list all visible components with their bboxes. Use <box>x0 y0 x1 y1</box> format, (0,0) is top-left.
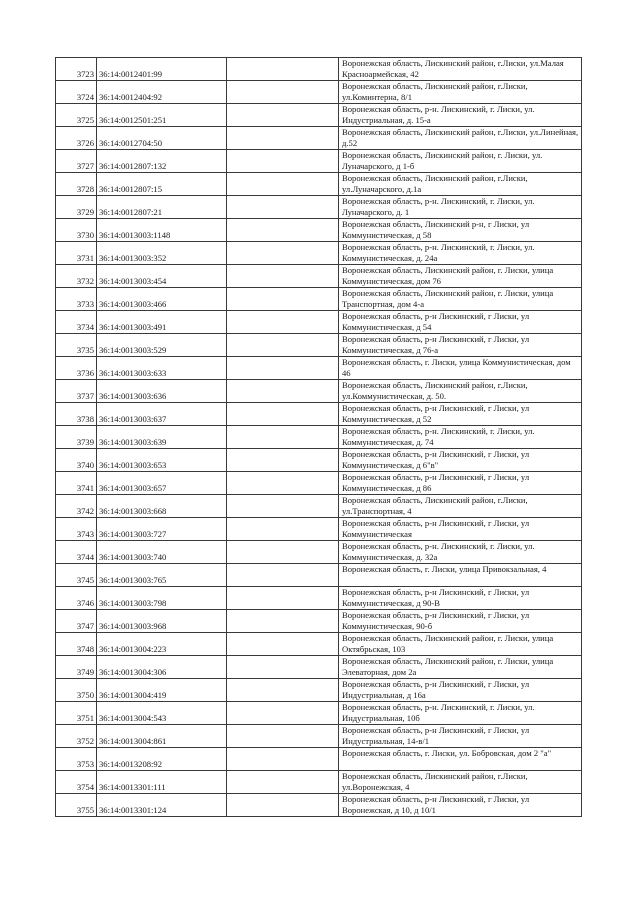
address-cell: Воронежская область, р-н. Лискинский, г. Лиски, ул. Индустриальная, 10б <box>339 702 582 725</box>
row-number: 3732 <box>56 265 97 288</box>
row-number: 3723 <box>56 58 97 81</box>
table-row <box>56 771 582 794</box>
address-cell: Воронежская область, р-н. Лискинский, г. Лиски, ул. Луначарского, д. 1 <box>339 196 582 219</box>
empty-cell <box>227 679 339 702</box>
table-row <box>56 656 582 679</box>
address-cell: Воронежская область, р-н. Лискинский, г. Лиски, ул. Коммунистическая, д. 24а <box>339 242 582 265</box>
cadastral-number: 36:14:0012704:50 <box>97 127 227 150</box>
table-row <box>56 495 582 518</box>
empty-cell <box>227 495 339 518</box>
address-cell: Воронежская область, Лискинский район, г.Лиски, ул.Линейная, д.52 <box>339 127 582 150</box>
document-page <box>55 57 581 817</box>
table-row <box>56 794 582 817</box>
row-number: 3728 <box>56 173 97 196</box>
table-row <box>56 725 582 748</box>
table-row <box>56 633 582 656</box>
table-row <box>56 219 582 242</box>
address-cell: Воронежская область, г. Лиски, улица Коммунистическая, дом 46 <box>339 357 582 380</box>
empty-cell <box>227 196 339 219</box>
address-cell: Воронежская область, Лискинский район, г. Лиски, улица Элеваторная, дом 2а <box>339 656 582 679</box>
row-number: 3735 <box>56 334 97 357</box>
cadastral-number: 36:14:0013004:306 <box>97 656 227 679</box>
empty-cell <box>227 656 339 679</box>
row-number: 3748 <box>56 633 97 656</box>
cadastral-number: 36:14:0012807:15 <box>97 173 227 196</box>
empty-cell <box>227 380 339 403</box>
cadastral-number: 36:14:0013003:653 <box>97 449 227 472</box>
table-row <box>56 518 582 541</box>
cadastral-number: 36:14:0013003:668 <box>97 495 227 518</box>
address-cell: Воронежская область, р-н Лискинский, г Лиски, ул Коммунистическая, д 90-В <box>339 587 582 610</box>
cadastral-number: 36:14:0013003:798 <box>97 587 227 610</box>
table-row <box>56 587 582 610</box>
address-cell: Воронежская область, р-н Лискинский, г Лиски, ул Коммунистическая, д 76-а <box>339 334 582 357</box>
cadastral-number: 36:14:0012404:92 <box>97 81 227 104</box>
empty-cell <box>227 219 339 242</box>
table-row <box>56 127 582 150</box>
table-row <box>56 150 582 173</box>
empty-cell <box>227 150 339 173</box>
row-number: 3739 <box>56 426 97 449</box>
cadastral-number: 36:14:0013003:633 <box>97 357 227 380</box>
cadastral-number: 36:14:0012401:99 <box>97 58 227 81</box>
cadastral-number: 36:14:0013003:529 <box>97 334 227 357</box>
cadastral-number: 36:14:0013208:92 <box>97 748 227 771</box>
empty-cell <box>227 173 339 196</box>
address-cell: Воронежская область, Лискинский район, г.Лиски, ул.Транспортная, 4 <box>339 495 582 518</box>
table-row <box>56 702 582 725</box>
empty-cell <box>227 265 339 288</box>
cadastral-number: 36:14:0013003:466 <box>97 288 227 311</box>
cadastral-number: 36:14:0013003:352 <box>97 242 227 265</box>
row-number: 3729 <box>56 196 97 219</box>
address-cell: Воронежская область, р-н Лискинский, г Лиски, ул Коммунистическая, 90-б <box>339 610 582 633</box>
address-cell: Воронежская область, р-н Лискинский, г Лиски, ул Индустриальная, 14-в/1 <box>339 725 582 748</box>
address-cell: Воронежская область, Лискинский район, г. Лиски, улица Транспортная, дом 4-а <box>339 288 582 311</box>
address-cell: Воронежская область, Лискинский район, г.Лиски, ул.Коммунистическая, д. 50. <box>339 380 582 403</box>
cadastral-number: 36:14:0013003:740 <box>97 541 227 564</box>
cadastral-number: 36:14:0013004:419 <box>97 679 227 702</box>
empty-cell <box>227 81 339 104</box>
row-number: 3746 <box>56 587 97 610</box>
cadastral-number: 36:14:0013004:861 <box>97 725 227 748</box>
address-cell: Воронежская область, Лискинский район, г. Лиски, улица Октябрьская, 103 <box>339 633 582 656</box>
table-row <box>56 610 582 633</box>
cadastral-number: 36:14:0013003:765 <box>97 564 227 587</box>
table-row <box>56 334 582 357</box>
empty-cell <box>227 127 339 150</box>
row-number: 3736 <box>56 357 97 380</box>
row-number: 3755 <box>56 794 97 817</box>
empty-cell <box>227 702 339 725</box>
table-row <box>56 564 582 587</box>
address-cell: Воронежская область, г. Лиски, ул. Бобровская, дом 2 "а" <box>339 748 582 771</box>
address-cell: Воронежская область, р-н. Лискинский, г. Лиски, ул. Индустриальная, д. 15-а <box>339 104 582 127</box>
address-cell: Воронежская область, Лискинский район, г. Лиски, ул. Луначарского, д 1-б <box>339 150 582 173</box>
row-number: 3726 <box>56 127 97 150</box>
address-cell: Воронежская область, р-н Лискинский, г Лиски, ул Воронежская, д 10, д 10/1 <box>339 794 582 817</box>
table-row <box>56 311 582 334</box>
cadastral-number: 36:14:0013003:491 <box>97 311 227 334</box>
table-row <box>56 104 582 127</box>
address-cell: Воронежская область, Лискинский р-н, г Лиски, ул Коммунистическая, д 58 <box>339 219 582 242</box>
row-number: 3738 <box>56 403 97 426</box>
row-number: 3733 <box>56 288 97 311</box>
cadastral-number: 36:14:0013003:636 <box>97 380 227 403</box>
address-cell: Воронежская область, р-н Лискинский, г Лиски, ул Коммунистическая, д 86 <box>339 472 582 495</box>
table-row <box>56 242 582 265</box>
empty-cell <box>227 564 339 587</box>
parcel-table <box>55 57 582 817</box>
address-cell: Воронежская область, р-н Лискинский, г Лиски, ул Коммунистическая, д 54 <box>339 311 582 334</box>
row-number: 3724 <box>56 81 97 104</box>
parcel-table-body <box>56 58 582 817</box>
cadastral-number: 36:14:0013003:727 <box>97 518 227 541</box>
address-cell: Воронежская область, р-н Лискинский, г Лиски, ул Коммунистическая <box>339 518 582 541</box>
address-cell: Воронежская область, р-н. Лискинский, г. Лиски, ул. Коммунистическая, д. 74 <box>339 426 582 449</box>
empty-cell <box>227 541 339 564</box>
table-row <box>56 173 582 196</box>
table-row <box>56 748 582 771</box>
cadastral-number: 36:14:0013003:1148 <box>97 219 227 242</box>
cadastral-number: 36:14:0013004:543 <box>97 702 227 725</box>
row-number: 3753 <box>56 748 97 771</box>
address-cell: Воронежская область, Лискинский район, г.Лиски, ул.Коминтерна, 8/1 <box>339 81 582 104</box>
empty-cell <box>227 403 339 426</box>
empty-cell <box>227 357 339 380</box>
cadastral-number: 36:14:0013003:657 <box>97 472 227 495</box>
table-row <box>56 288 582 311</box>
row-number: 3737 <box>56 380 97 403</box>
address-cell: Воронежская область, р-н Лискинский, г Лиски, ул Коммунистическая, д 6"в" <box>339 449 582 472</box>
empty-cell <box>227 58 339 81</box>
row-number: 3743 <box>56 518 97 541</box>
empty-cell <box>227 633 339 656</box>
row-number: 3754 <box>56 771 97 794</box>
empty-cell <box>227 288 339 311</box>
address-cell: Воронежская область, Лискинский район, г. Лиски, улица Коммунистическая, дом 76 <box>339 265 582 288</box>
row-number: 3747 <box>56 610 97 633</box>
cadastral-number: 36:14:0013004:223 <box>97 633 227 656</box>
cadastral-number: 36:14:0013301:111 <box>97 771 227 794</box>
table-row <box>56 472 582 495</box>
address-cell: Воронежская область, г. Лиски, улица Привокзальная, 4 <box>339 564 582 587</box>
row-number: 3751 <box>56 702 97 725</box>
table-row <box>56 81 582 104</box>
row-number: 3750 <box>56 679 97 702</box>
empty-cell <box>227 794 339 817</box>
row-number: 3752 <box>56 725 97 748</box>
address-cell: Воронежская область, р-н Лискинский, г Лиски, ул Коммунистическая, д 52 <box>339 403 582 426</box>
table-row <box>56 380 582 403</box>
empty-cell <box>227 725 339 748</box>
cadastral-number: 36:14:0012501:251 <box>97 104 227 127</box>
row-number: 3730 <box>56 219 97 242</box>
table-row <box>56 58 582 81</box>
address-cell: Воронежская область, Лискинский район, г.Лиски, ул.Луначарского, д.1а <box>339 173 582 196</box>
row-number: 3727 <box>56 150 97 173</box>
table-row <box>56 265 582 288</box>
empty-cell <box>227 449 339 472</box>
row-number: 3749 <box>56 656 97 679</box>
row-number: 3731 <box>56 242 97 265</box>
table-row <box>56 426 582 449</box>
table-row <box>56 196 582 219</box>
table-row <box>56 403 582 426</box>
cadastral-number: 36:14:0013003:637 <box>97 403 227 426</box>
table-row <box>56 357 582 380</box>
empty-cell <box>227 587 339 610</box>
cadastral-number: 36:14:0013003:639 <box>97 426 227 449</box>
table-row <box>56 449 582 472</box>
row-number: 3745 <box>56 564 97 587</box>
row-number: 3725 <box>56 104 97 127</box>
cadastral-number: 36:14:0012807:132 <box>97 150 227 173</box>
address-cell: Воронежская область, Лискинский район, г.Лиски, ул.Воронежская, 4 <box>339 771 582 794</box>
cadastral-number: 36:14:0013003:968 <box>97 610 227 633</box>
table-row <box>56 679 582 702</box>
empty-cell <box>227 610 339 633</box>
row-number: 3734 <box>56 311 97 334</box>
empty-cell <box>227 104 339 127</box>
empty-cell <box>227 334 339 357</box>
row-number: 3741 <box>56 472 97 495</box>
address-cell: Воронежская область, р-н. Лискинский, г. Лиски, ул. Коммунистическая, д. 32а <box>339 541 582 564</box>
address-cell: Воронежская область, р-н Лискинский, г Лиски, ул Индустриальная, д 16а <box>339 679 582 702</box>
empty-cell <box>227 311 339 334</box>
table-row <box>56 541 582 564</box>
cadastral-number: 36:14:0013003:454 <box>97 265 227 288</box>
empty-cell <box>227 518 339 541</box>
address-cell: Воронежская область, Лискинский район, г.Лиски, ул.Малая Красноармейская, 42 <box>339 58 582 81</box>
empty-cell <box>227 472 339 495</box>
empty-cell <box>227 748 339 771</box>
cadastral-number: 36:14:0012807:21 <box>97 196 227 219</box>
row-number: 3740 <box>56 449 97 472</box>
empty-cell <box>227 771 339 794</box>
cadastral-number: 36:14:0013301:124 <box>97 794 227 817</box>
row-number: 3742 <box>56 495 97 518</box>
empty-cell <box>227 242 339 265</box>
row-number: 3744 <box>56 541 97 564</box>
empty-cell <box>227 426 339 449</box>
